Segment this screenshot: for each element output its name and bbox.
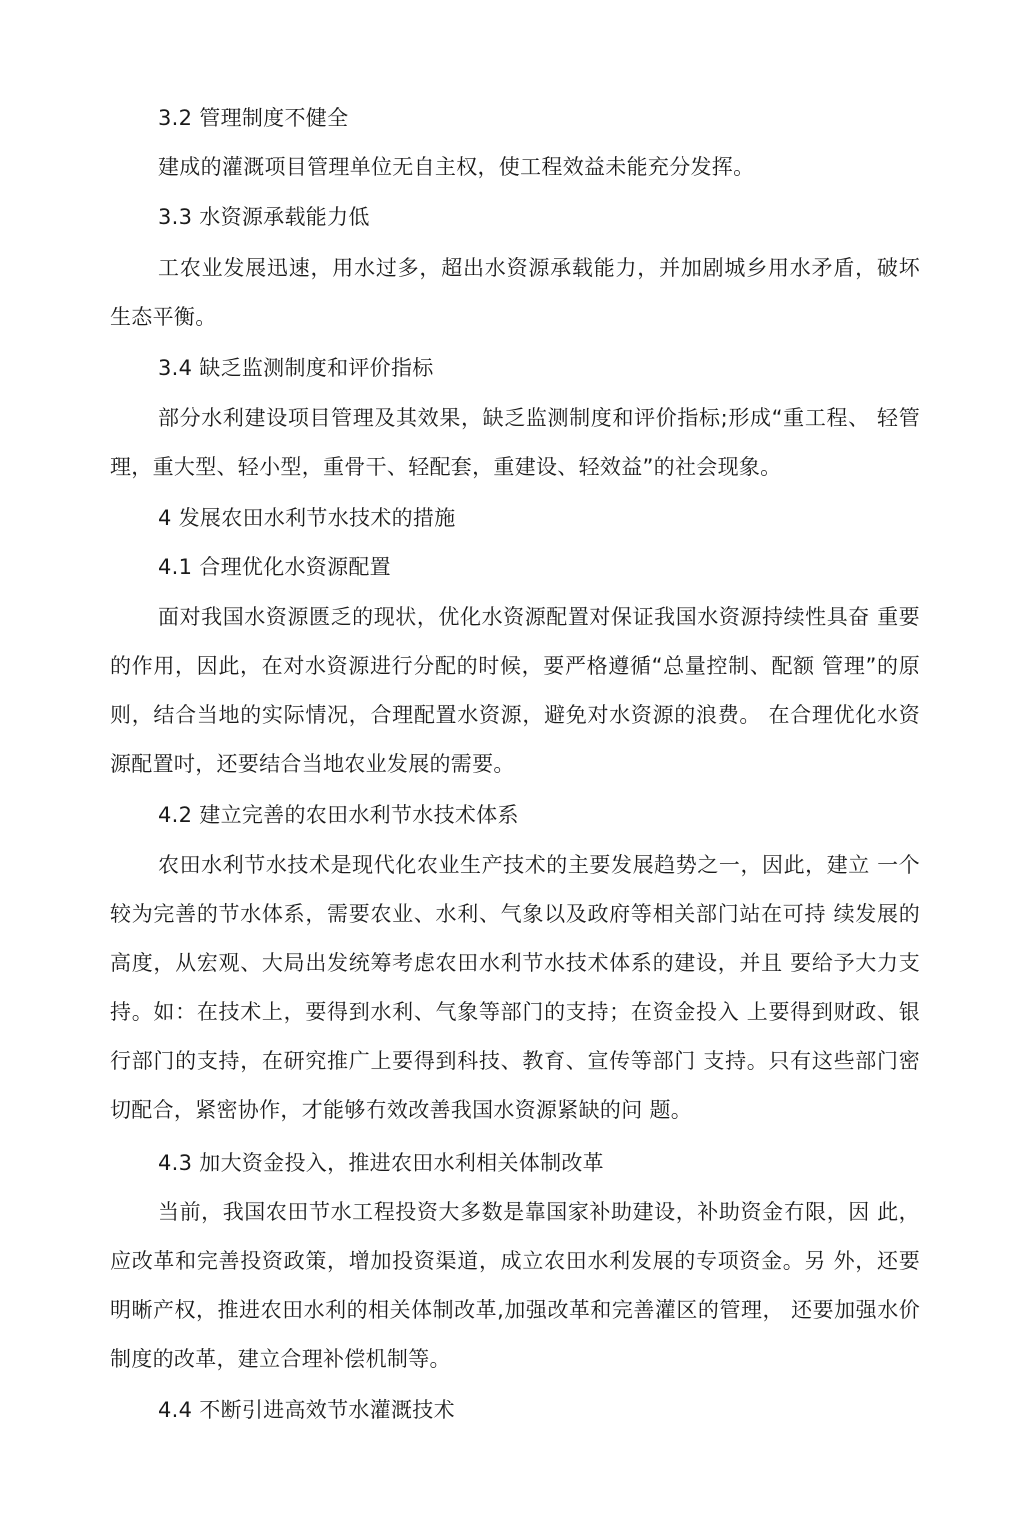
- paragraph-4-3: 当前，我国农田节水工程投资大多数是靠国家补助建设，补助资金冇限，因 此，应改革和完善投资政策，增加投资渠道，成立农田水利发展的专项资金。另 外，还要明晰产权，推进农田水利的相关体制改革,加强改革和完善灌区的管理， 还要加强水价制度的改革，建立合理补偿机制等。: [110, 1200, 920, 1371]
- section-heading-4-3: 4.3 加大资金投入，推进农田水利相关体制改革: [158, 1151, 604, 1175]
- section-heading-3-2: 3.2 管理制度不健全: [158, 106, 349, 130]
- paragraph-4-1: 面对我国水资源匮乏的现状，优化水资源配置对保证我国水资源持续性具奋 重要的作用，因此，在对水资源进行分配的时候，要严格遵循“总量控制、配额 管理”的原则，结合当地的实际情况，合理配置水资源，避免对水资源的浪费。 在合理优化水资源配置吋，还要结合当地农业发展的需要。: [110, 605, 920, 776]
- paragraph-3-2: 建成的灌溉项目管理单位无自主权，使工程效益未能充分发挥。: [158, 155, 755, 179]
- paragraph-3-3: 工农业发展迅速，用水过多，超出水资源承载能力，并加剧城乡用水矛盾，破坏生态平衡。: [110, 256, 920, 329]
- section-heading-4-1: 4.1 合理优化水资源配置: [158, 555, 391, 579]
- paragraph-4-2: 农田水利节水技术是现代化农业生产技术的主要发展趋势之一，因此，建立 一个较为完善的节水体系，需要农业、水利、气象以及政府等相关部门站在可持 续发展的高度，从宏观、大局出发统筹考虑农田水利节水技术体系的建设，并且 要给予大力支持。如：在技术上，要得到水利、气象等部门的支持；在资金投入 上要得到财政、银行部门的支持，在研究推广上要得到科技、教育、宣传等部门 支持。只有这些部门密切配合，紧密协作，才能够冇效改善我国水资源紧缺的问 题。: [110, 853, 920, 1122]
- chapter-heading-4: 4 发展农田水利节水技术的措施: [158, 506, 456, 530]
- section-heading-3-3: 3.3 水资源承载能力低: [158, 205, 370, 229]
- paragraph-3-4: 部分水利建设项目管理及其效果，缺乏监测制度和评价指标;形成“重工程、 轻管理，重大型、轻小型，重骨干、轻配套，重建设、轻效益”的社会现象。: [110, 406, 920, 479]
- section-heading-4-4: 4.4 不断引进高效节水灌溉技术: [158, 1398, 455, 1422]
- section-heading-3-4: 3.4 缺乏监测制度和评价指标: [158, 356, 434, 380]
- section-heading-4-2: 4.2 建立完善的农田水利节水技术体系: [158, 803, 519, 827]
